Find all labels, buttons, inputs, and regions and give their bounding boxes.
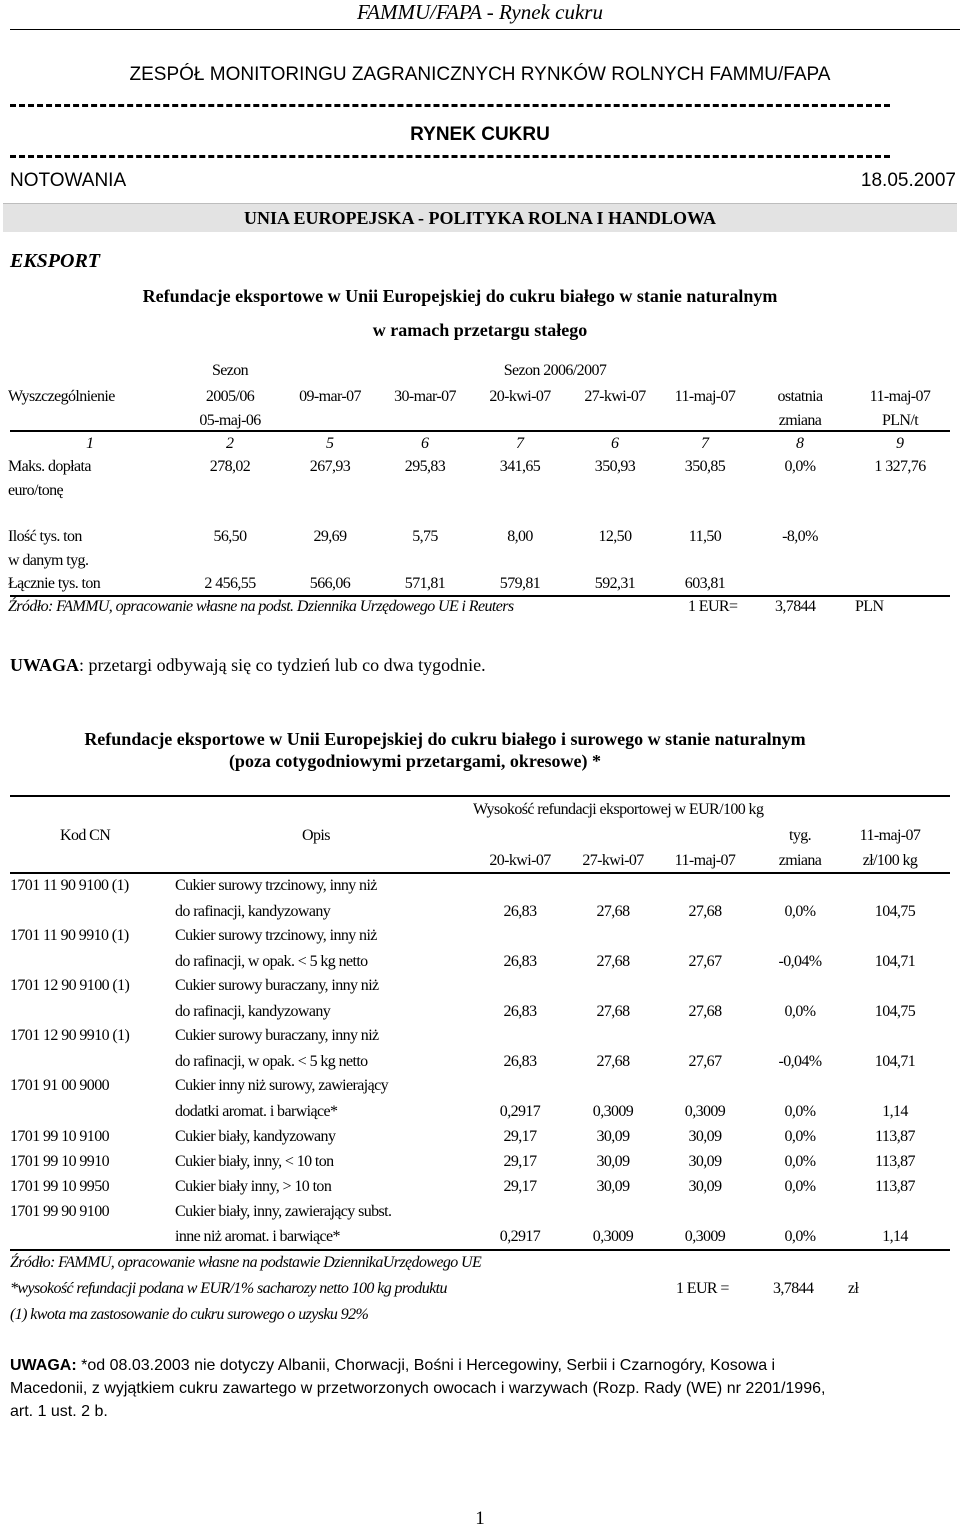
t2-cell: 30,09	[688, 1153, 722, 1170]
t2-cell: 29,17	[503, 1178, 537, 1195]
t2-cell: 104,75	[874, 903, 916, 920]
t2-cell: 30,09	[688, 1178, 722, 1195]
t2-row-desc: Cukier biały, inny, < 10 ton	[175, 1153, 334, 1170]
t1-cell: 592,31	[594, 575, 636, 592]
t2-row-desc: Cukier surowy trzcinowy, inny niż	[175, 877, 377, 894]
t2-cell: 0,0%	[784, 903, 816, 920]
t1-cell: 12,50	[598, 528, 632, 545]
t2-row-desc-2: do rafinacji, w opak. < 5 kg netto	[175, 1053, 368, 1070]
table2-subtitle: (poza cotygodniowymi przetargami, okresowe) *	[228, 751, 602, 771]
t2-cell: 30,09	[596, 1153, 630, 1170]
t1-row-label: Łącznie tys. ton	[8, 575, 101, 592]
t1-eur-unit: PLN	[855, 598, 884, 615]
t2-source: Źródło: FAMMU, opracowanie własne na podstawie DziennikaUrzędowego UE	[10, 1254, 482, 1271]
t2-cell: 26,83	[503, 1003, 537, 1020]
t1-header-zmiana: zmiana	[778, 412, 822, 429]
t1-row-label-unit: w danym tyg.	[8, 552, 89, 569]
table1-subtitle: w ramach przetargu stałego	[372, 320, 588, 340]
notowania-label: NOTOWANIA	[10, 170, 127, 191]
t2-row-desc: Cukier biały, kandyzowany	[175, 1128, 336, 1145]
t1-header-sezon: Sezon	[211, 362, 249, 379]
t1-header-date-1: 09-mar-07	[299, 388, 361, 405]
t2-cell: 0,2917	[499, 1228, 541, 1245]
t1-row-label: Maks. dopłata	[8, 458, 91, 475]
t1-cell: 0,0%	[784, 458, 816, 475]
t2-cell: 0,0%	[784, 1128, 816, 1145]
t2-row-desc-2: do rafinacji, kandyzowany	[175, 1003, 331, 1020]
uwaga-label: UWAGA	[10, 655, 80, 675]
t1-header-2005: 2005/06	[205, 388, 255, 405]
t2-eur-unit: zł	[848, 1280, 859, 1297]
t1-row-label-unit: euro/tonę	[8, 482, 64, 499]
t1-colnum-2: 2	[226, 435, 234, 452]
uwaga-note-1	[10, 655, 486, 676]
t2-cell: 27,68	[596, 1003, 630, 1020]
t2-cell: 113,87	[875, 1153, 915, 1170]
t2-eur-value: 3,7844	[773, 1280, 814, 1297]
t2-cell: 0,3009	[684, 1228, 726, 1245]
t1-cell: 2 456,55	[204, 575, 256, 592]
t2-note-raw-sugar: (1) kwota ma zastosowanie do cukru surowego o uzysku 92%	[10, 1306, 369, 1323]
t2-cell: 27,67	[688, 953, 722, 970]
t1-colnum-1: 1	[86, 435, 94, 452]
t2-cell: 0,3009	[684, 1103, 726, 1120]
uwaga2-label: UWAGA:	[10, 1357, 77, 1374]
t1-header-rule	[10, 430, 950, 432]
dashed-rule-top	[10, 104, 890, 107]
t2-cell: 0,0%	[784, 1178, 816, 1195]
t1-colnum-8: 8	[796, 435, 804, 452]
t1-colnum-4: 6	[421, 435, 429, 452]
t1-cell: 56,50	[213, 528, 247, 545]
t2-cell: -0,04%	[778, 1053, 822, 1070]
t2-row-desc-2: do rafinacji, kandyzowany	[175, 903, 331, 920]
t2-row-desc-2: do rafinacji, w opak. < 5 kg netto	[175, 953, 368, 970]
t2-row-kod: 1701 12 90 9910 (1)	[10, 1027, 130, 1044]
t1-cell: 579,81	[499, 575, 541, 592]
t2-row-kod: 1701 99 10 9910	[10, 1153, 110, 1170]
t1-header-date-3: 20-kwi-07	[489, 388, 551, 405]
t1-cell: 267,93	[309, 458, 351, 475]
t2-note-sucrose: *wysokość refundacji podana w EUR/1% sacharozy netto 100 kg produktu	[10, 1280, 447, 1297]
t2-header-date-1: 20-kwi-07	[489, 852, 551, 869]
t2-cell: 0,0%	[784, 1103, 816, 1120]
header-rule	[10, 29, 960, 30]
t2-cell: 27,67	[688, 1053, 722, 1070]
t2-row-kod: 1701 11 90 9910 (1)	[10, 927, 129, 944]
t1-header-wyszczegolnienie: Wyszczególnienie	[8, 388, 115, 405]
t2-cell: 29,17	[503, 1128, 537, 1145]
t2-bottom-rule	[10, 1249, 950, 1251]
t2-row-desc: Cukier surowy buraczany, inny niż	[175, 977, 379, 994]
t1-eur-label: 1 EUR=	[688, 598, 738, 615]
t2-cell: 29,17	[503, 1153, 537, 1170]
t2-row-desc: Cukier inny niż surowy, zawierający	[175, 1077, 388, 1094]
t2-cell: 104,71	[874, 1053, 916, 1070]
t2-top-rule	[10, 795, 950, 797]
t2-cell: 26,83	[503, 903, 537, 920]
t1-cell: 11,50	[688, 528, 722, 545]
t2-cell: 0,0%	[784, 1228, 816, 1245]
t2-header-tyg: tyg.	[788, 827, 812, 844]
uwaga-note-2-line-2: Macedonii, z wyjątkiem cukru zawartego w przetworzonych owocach i warzywach (Rozp. Rady (WE) nr 2201/1996,	[10, 1380, 826, 1397]
t1-cell: 341,65	[499, 458, 541, 475]
t2-cell: 30,09	[688, 1128, 722, 1145]
t1-cell: 603,81	[684, 575, 726, 592]
t1-colnum-3: 5	[326, 435, 334, 452]
uwaga-note-2-line-1	[10, 1357, 775, 1375]
t2-row-kod: 1701 11 90 9100 (1)	[10, 877, 129, 894]
t2-cell: 30,09	[596, 1128, 630, 1145]
t1-header-plnt: PLN/t	[881, 412, 919, 429]
t2-header-11maj: 11-maj-07	[859, 827, 921, 844]
t2-row-desc: Cukier surowy trzcinowy, inny niż	[175, 927, 377, 944]
t1-row-label: Ilość tys. ton	[8, 528, 82, 545]
t2-header-rule	[10, 872, 950, 874]
t2-cell: 27,68	[596, 953, 630, 970]
uwaga-text: : przetargi odbywają się co tydzień lub co dwa tygodnie.	[79, 655, 486, 675]
t2-header-date-2: 27-kwi-07	[582, 852, 644, 869]
t1-cell: 350,85	[684, 458, 726, 475]
t1-eur-value: 3,7844	[775, 598, 816, 615]
t2-cell: 1,14	[882, 1103, 908, 1120]
t2-header-zl: zł/100 kg	[862, 852, 918, 869]
t2-cell: 26,83	[503, 953, 537, 970]
export-label: EKSPORT	[10, 250, 101, 272]
table2-title: Refundacje eksportowe w Unii Europejskiej do cukru białego i surowego w stanie naturalnym	[84, 729, 806, 749]
t1-cell: 278,02	[209, 458, 251, 475]
t2-row-kod: 1701 99 10 9950	[10, 1178, 110, 1195]
t2-cell: 104,75	[874, 1003, 916, 1020]
t2-row-kod: 1701 99 10 9100	[10, 1128, 110, 1145]
t2-cell: 27,68	[688, 1003, 722, 1020]
t1-bottom-rule	[10, 595, 950, 597]
t2-row-desc: Cukier biały inny, > 10 ton	[175, 1178, 332, 1195]
t2-row-kod: 1701 99 90 9100	[10, 1203, 110, 1220]
t2-row-desc-2: dodatki aromat. i barwiące*	[175, 1103, 338, 1120]
org-title: ZESPÓŁ MONITORINGU ZAGRANICZNYCH RYNKÓW ROLNYCH FAMMU/FAPA	[129, 64, 831, 85]
t2-cell: 113,87	[875, 1178, 915, 1195]
market-title: RYNEK CUKRU	[410, 124, 550, 145]
dashed-rule-bottom	[10, 155, 890, 158]
t2-header-wysokosc: Wysokość refundacji eksportowej w EUR/100 kg	[473, 801, 764, 818]
t2-row-desc-2: inne niż aromat. i barwiące*	[175, 1228, 340, 1245]
t1-colnum-6: 6	[611, 435, 619, 452]
t1-cell: 1 327,76	[874, 458, 926, 475]
t1-cell: 571,81	[404, 575, 446, 592]
t2-cell: 113,87	[875, 1128, 915, 1145]
t2-cell: -0,04%	[778, 953, 822, 970]
section-banner: UNIA EUROPEJSKA - POLITYKA ROLNA I HANDLOWA	[3, 203, 957, 232]
t1-cell: 8,00	[507, 528, 533, 545]
t2-header-date-3: 11-maj-07	[674, 852, 736, 869]
t2-cell: 1,14	[882, 1228, 908, 1245]
t2-header-zmiana: zmiana	[778, 852, 822, 869]
t2-row-kod: 1701 91 00 9000	[10, 1077, 110, 1094]
t1-header-05maj: 05-maj-06	[199, 412, 261, 429]
t2-cell: 26,83	[503, 1053, 537, 1070]
t2-header-kod: Kod CN	[60, 827, 111, 844]
report-date: 18.05.2007	[860, 170, 956, 191]
t1-cell: 566,06	[309, 575, 351, 592]
t2-cell: 0,3009	[592, 1103, 634, 1120]
t2-cell: 0,3009	[592, 1228, 634, 1245]
t2-cell: 27,68	[596, 903, 630, 920]
t2-header-opis: Opis	[302, 827, 330, 844]
t1-colnum-5: 7	[516, 435, 524, 452]
t1-cell: -8,0%	[782, 528, 818, 545]
t1-cell: 295,83	[404, 458, 446, 475]
t1-cell: 350,93	[594, 458, 636, 475]
t1-header-date-4: 27-kwi-07	[584, 388, 646, 405]
t1-cell: 5,75	[412, 528, 438, 545]
t1-source: Źródło: FAMMU, opracowanie własne na podst. Dziennika Urzędowego UE i Reuters	[8, 598, 514, 615]
t1-header-11maj: 11-maj-07	[869, 388, 931, 405]
t2-row-desc: Cukier biały, inny, zawierający subst.	[175, 1203, 392, 1220]
t2-cell: 104,71	[874, 953, 916, 970]
uwaga2-text: *od 08.03.2003 nie dotyczy Albanii, Chorwacji, Bośni i Hercegowiny, Serbii i Czarnogóry, Kosowa i	[81, 1357, 776, 1374]
t1-cell: 29,69	[313, 528, 347, 545]
t2-eur-label: 1 EUR =	[676, 1280, 729, 1297]
t2-cell: 27,68	[596, 1053, 630, 1070]
t2-cell: 0,0%	[784, 1153, 816, 1170]
t1-header-date-2: 30-mar-07	[394, 388, 456, 405]
running-title: FAMMU/FAPA - Rynek cukru	[357, 0, 603, 24]
uwaga-note-2-line-3: art. 1 ust. 2 b.	[10, 1403, 108, 1420]
t2-cell: 0,0%	[784, 1003, 816, 1020]
t1-header-date-5: 11-maj-07	[674, 388, 736, 405]
t2-cell: 0,2917	[499, 1103, 541, 1120]
t2-row-desc: Cukier surowy buraczany, inny niż	[175, 1027, 379, 1044]
table1-title: Refundacje eksportowe w Unii Europejskiej do cukru białego w stanie naturalnym	[142, 286, 778, 306]
page-number: 1	[475, 1508, 485, 1529]
t1-header-sezon-2006: Sezon 2006/2007	[503, 362, 607, 379]
t1-header-ostatnia: ostatnia	[777, 388, 823, 405]
t1-colnum-7: 7	[701, 435, 709, 452]
t1-colnum-9: 9	[896, 435, 904, 452]
t2-cell: 27,68	[688, 903, 722, 920]
t2-cell: 30,09	[596, 1178, 630, 1195]
t2-row-kod: 1701 12 90 9100 (1)	[10, 977, 130, 994]
